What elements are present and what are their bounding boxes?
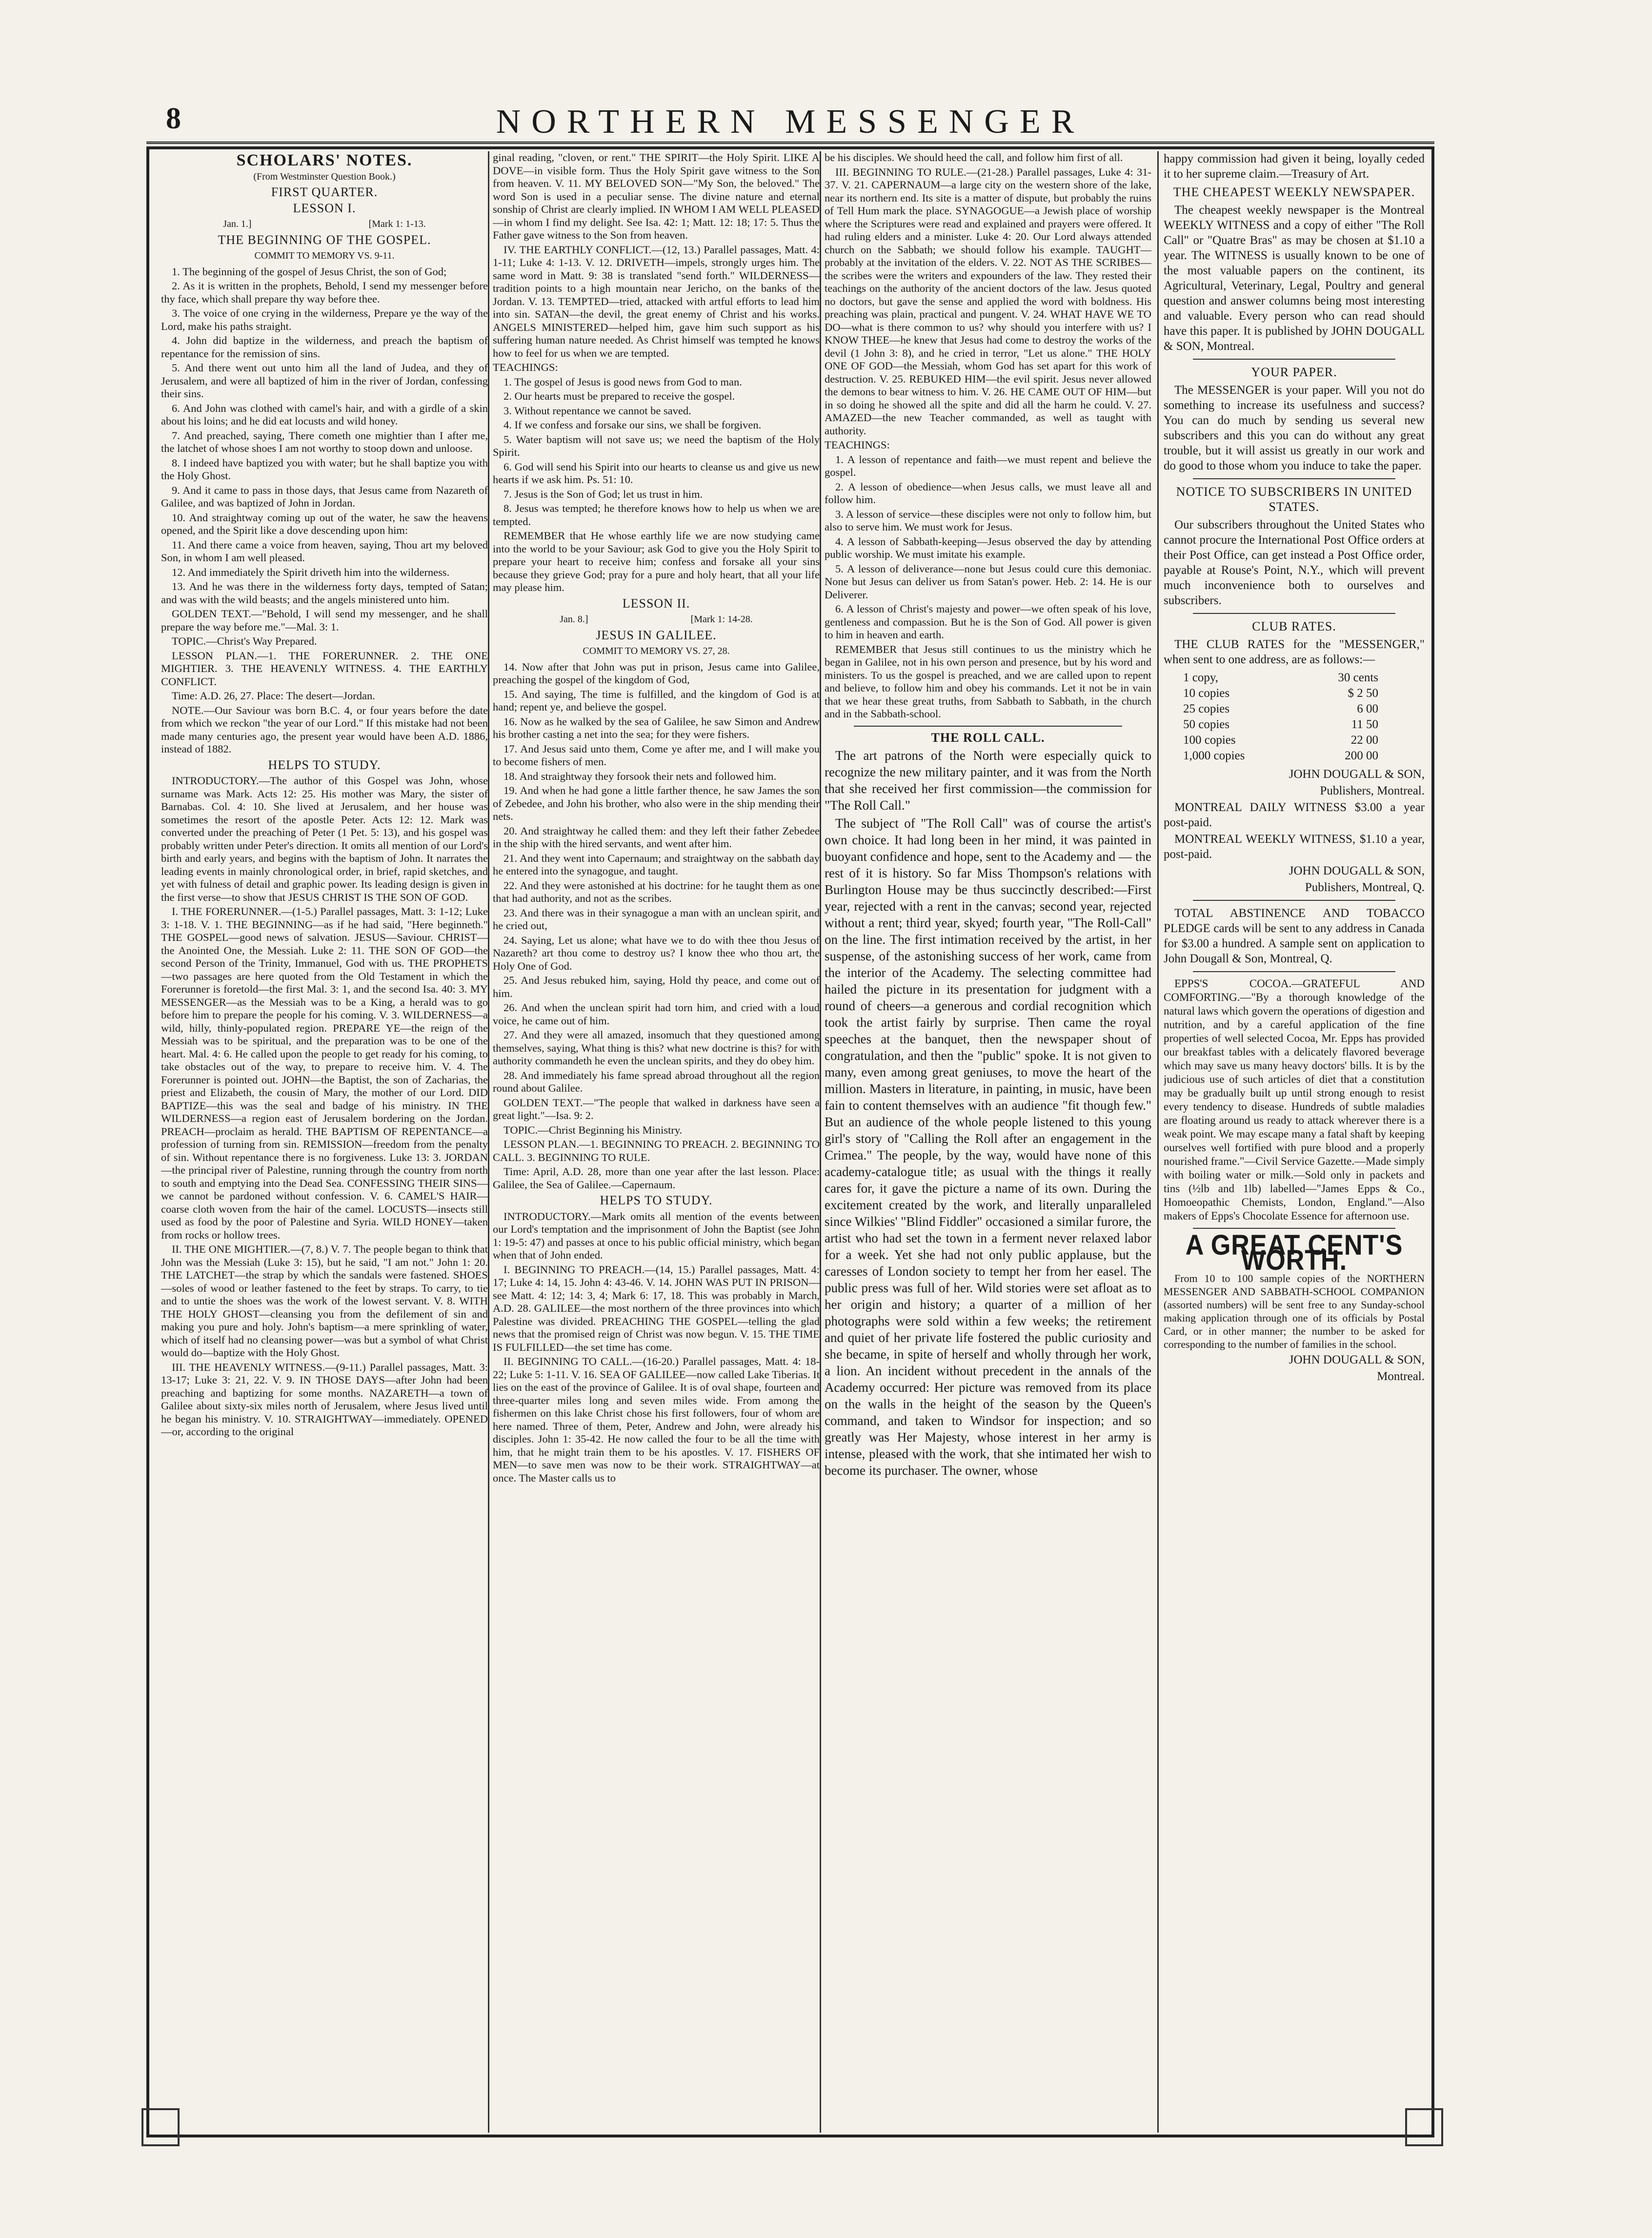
- rate-price: $ 2 50: [1348, 687, 1378, 700]
- section-title: SCHOLARS' NOTES.: [236, 151, 413, 169]
- paragraph: I. THE FORERUNNER.—(1-5.) Parallel passages, Matt. 3: 1-12; Luke 3: 1-18. V. 1. THE BEGINNING—as if he had said, "Here beginneth." THE GOSPEL—good news of salvation. JESUS—Saviour. CHRIST—the Anointed One, the Messiah. Luke 2: 11. THE SON OF GOD—the second Person of the Trinity, Immanuel, God with us. THE PROPHETS—two passages are here quoted from the Old Testament in which the Forerunner is foretold—the first Mal. 3: 1, and the second Isa. 40: 3. MY MESSENGER—as the Messiah was to be a King, a herald was to go before him to prepare the people for his coming. V. 3. WILDERNESS—a wild, hilly, thinly-populated region. PREPARE YE—the reign of the Messiah was to be spiritual, and the preparation was to be one of the heart. Mal. 4: 6. He called upon the people to get ready for his coming, to take obstacles out of the way, to prepare to receive him. V. 4. The Forerunner is pointed out. JOHN—the Baptist, the son of Zacharias, the priest and Elizabeth, the cousin of Mary, the mother of our Lord. DID BAPTIZE—this was the seal and badge of his ministry. IN THE WILDERNESS—a region east of Jerusalem bordering on the Jordan. PREACH—proclaim as herald. THE BAPTISM OF REPENTANCE—a profession of turning from sin. REMISSION—freedom from the penalty of sin. Without repentance there is no forgiveness. Luke 13: 3. JORDAN—the principal river of Palestine, running through the country from north to south and emptying into the Dead Sea. CONFESSING THEIR SINS—we cannot be pardoned without confession. V. 6. CAMEL'S HAIR—coarse cloth woven from the hair of the camel. LOCUSTS—insects still used as food by the poor of Palestine and Syria. WILD HONEY—taken from rocks or hollow trees.: [161, 905, 488, 1241]
- ad-headline: A GREAT CENT'S WORTH.: [1185, 1229, 1403, 1276]
- verse: 7. And preached, saying, There cometh one mightier than I after me, the latchet of whose shoes I am not worthy to stoop down and unloose.: [161, 429, 488, 454]
- ad-title: NOTICE TO SUBSCRIBERS IN UNITED STATES.: [1176, 485, 1412, 514]
- divider: [1193, 359, 1395, 360]
- topic: TOPIC.—Christ Beginning his Ministry.: [504, 1123, 683, 1136]
- verse: 23. And there was in their synagogue a man with an unclean spirit, and he cried out,: [493, 906, 820, 932]
- remember-note: REMEMBER that He whose earthly life we are now studying came into the world to be your Saviour; ask God to give you the Holy Spirit to prepare your heart to receive him; confess and forsake all your sins because they grieve God; pray for a pure and holy heart, that all your life may please him.: [493, 529, 820, 593]
- lesson-number: LESSON I.: [293, 201, 356, 215]
- teaching-item: 8. Jesus was tempted; he therefore knows how to help us when we are tempted.: [493, 502, 820, 528]
- golden-text: GOLDEN TEXT.—"The people that walked in darkness have seen a great light."—Isa. 9: 2.: [493, 1096, 820, 1121]
- column-rule: [820, 151, 821, 2133]
- rates-table: [1183, 670, 1425, 764]
- signature: Publishers, Montreal.: [1320, 784, 1425, 797]
- teaching-item: 5. A lesson of deliverance—none but Jesus could cure this demoniac. None but Jesus can deliver us from Satan's power. Heb. 2: 14. He is our Deliverer.: [825, 562, 1151, 601]
- paragraph: From 10 to 100 sample copies of the NORTHERN MESSENGER AND SABBATH-SCHOOL COMPANION (assorted numbers) will be sent free to any Sunday-school making application through one of its officials by Postal Card, or in other manner; the number to be asked for corresponding to the number of families in the school.: [1164, 1272, 1425, 1350]
- paragraph: be his disciples. We should heed the call, and follow him first of all.: [825, 151, 1123, 163]
- paragraph: II. BEGINNING TO CALL.—(16-20.) Parallel passages, Matt. 4: 18-22; Luke 5: 1-11. V. 16. SEA OF GALILEE—now called Lake Tiberias. It lies on the east of the province of Galilee. It is of oval shape, fourteen and three-quarter miles long and seven miles wide. From among the fishermen on this lake Christ chose his first followers, four of whom are here named. Three of them, Peter, Andrew and John, were already his disciples. John 1: 35-42. He now called the four to be all the time with him, that he might train them to be his apostles. V. 17. FISHERS OF MEN—to save men was now to be their work. STRAIGHTWAY—at once. The Master calls us to: [493, 1355, 820, 1484]
- verse: 9. And it came to pass in those days, that Jesus came from Nazareth of Galilee, and was baptized of John in Jordan.: [161, 484, 488, 509]
- remember-note: REMEMBER that Jesus still continues to us the ministry which he began in Galilee, not in his own person and presence, but by his word and ministers. To us the gospel is preached, and we are called upon to repent and believe, to follow him and obey his commands. Let it not be in vain that we hear these great truths, from Sabbath to Sabbath, in the church and in the Sabbath-school.: [825, 643, 1151, 720]
- verse: 21. And they went into Capernaum; and straightway on the sabbath day he entered into the synagogue, and taught.: [493, 852, 820, 877]
- divider: [1193, 478, 1395, 479]
- signature: JOHN DOUGALL & SON,: [1289, 864, 1425, 877]
- rate-qty: 50 copies: [1183, 718, 1230, 731]
- column-2: [493, 151, 820, 2133]
- divider: [1193, 1228, 1395, 1229]
- rate-row: [1183, 748, 1425, 764]
- verse: 3. The voice of one crying in the wilderness, Prepare ye the way of the Lord, make his paths straight.: [161, 307, 488, 332]
- verse: 2. As it is written in the prophets, Behold, I send my messenger before thy face, which shall prepare thy way before thee.: [161, 280, 488, 305]
- rate-price: 30 cents: [1338, 671, 1378, 684]
- paragraph: INTRODUCTORY.—The author of this Gospel was John, whose surname was Mark. Acts 12: 25. His mother was Mary, the sister of Barnabas. Col. 4: 10. She lived at Jerusalem, and her house was sometimes the resort of the apostle Peter. Acts 12: 12. Mark was converted under the preaching of Peter (1 Pet. 5: 13), and his gospel was probably written under Peter's direction. It omits all mention of our Lord's birth and early years, and begins with the baptism of John. It narrates the leading events in mainly chronological order, in brief, rapid sketches, and yet with fulness of detail and graphic power. Its leading design is given in the first verse—to show that JESUS CHRIST IS THE SON OF GOD.: [161, 774, 488, 903]
- paragraph: MONTREAL WEEKLY WITNESS, $1.10 a year, post-paid.: [1164, 833, 1425, 861]
- article-body: [825, 747, 1151, 1479]
- rate-row: [1183, 717, 1425, 732]
- paragraph: The cheapest weekly newspaper is the Montreal WEEKLY WITNESS and a copy of either "The Roll Call" or "Quatre Bras" as may be chosen at $1.10 a year. The WITNESS is usually known to be one of the most valuable papers on the continent, its Agricultural, Veterinary, Legal, Poultry and general question and answer columns being most interesting and valuable. Every person who can read should have this paper. It is published by JOHN DOUGALL & SON, Montreal.: [1164, 203, 1425, 353]
- paragraph: happy commission had given it being, loyally ceded it to her supreme claim.—Treasury of Art.: [1164, 152, 1425, 181]
- teaching-item: 1. The gospel of Jesus is good news from God to man.: [504, 375, 742, 388]
- verse: 19. And when he had gone a little farther thence, he saw James the son of Zebedee, and John his brother, who also were in the ship mending their nets.: [493, 784, 820, 822]
- teaching-item: 6. A lesson of Christ's majesty and power—we often speak of his love, gentleness and compassion. But he is the Son of God. All power is given to him in heaven and earth.: [825, 603, 1151, 641]
- masthead: [146, 98, 1434, 144]
- note: NOTE.—Our Saviour was born B.C. 4, or four years before the date from which we reckon "the year of our Lord." If this mistake had not been made many centuries ago, the present year would have been A.D. 1886, instead of 1882.: [161, 704, 488, 755]
- teaching-item: 3. A lesson of service—these disciples were not only to follow him, but also to serve him. We must work for Jesus.: [825, 508, 1151, 533]
- verse: 22. And they were astonished at his doctrine: for he taught them as one that had authority, and not as the scribes.: [493, 879, 820, 904]
- verse: 15. And saying, The time is fulfilled, and the kingdom of God is at hand; repent ye, and believe the gospel.: [493, 688, 820, 713]
- verse: 10. And straightway coming up out of the water, he saw the heavens opened, and the Spirit like a dove descending upon him:: [161, 511, 488, 536]
- paragraph: THE CLUB RATES for the "MESSENGER," when sent to one address, are as follows:—: [1164, 638, 1425, 666]
- teachings-heading: TEACHINGS:: [825, 439, 890, 451]
- divider: [1193, 613, 1395, 614]
- page-number: 8: [166, 102, 181, 135]
- ad-title: CLUB RATES.: [1252, 619, 1336, 633]
- rate-price: 22 00: [1350, 733, 1378, 747]
- lesson-date: Jan. 1.] [Mark 1: 1-13.: [223, 219, 426, 229]
- lesson-title: JESUS IN GALILEE.: [596, 628, 717, 642]
- lesson-date: Jan. 8.] [Mark 1: 14-28.: [560, 614, 753, 625]
- verse: 4. John did baptize in the wilderness, and preach the baptism of repentance for the remission of sins.: [161, 334, 488, 360]
- teaching-item: 5. Water baptism will not save us; we need the baptism of the Holy Spirit.: [493, 433, 820, 458]
- teaching-item: 2. Our hearts must be prepared to receive the gospel.: [504, 390, 735, 402]
- signature: Publishers, Montreal, Q.: [1305, 881, 1425, 894]
- paragraph: EPPS'S COCOA.—GRATEFUL AND COMFORTING.—"By a thorough knowledge of the natural laws which govern the operations of digestion and nutrition, and by a careful application of the fine properties of well selected Cocoa, Mr. Epps has provided our breakfast tables with a delicately flavored beverage which may save us many heavy doctors' bills. It is by the judicious use of such articles of diet that a constitution may be gradually built up until strong enough to resist every tendency to disease. Hundreds of subtle maladies are floating around us ready to attack wherever there is a weak point. We may escape many a fatal shaft by keeping ourselves well fortified with pure blood and a properly nourished frame."—Civil Service Gazette.—Made simply with boiling water or milk.—Sold only in packets and tins (½lb and 1lb) labelled—"James Epps & Co., Homoeopathic Chemists, London, England."—Also makers of Epps's Chocolate Essence for afternoon use.: [1164, 977, 1425, 1222]
- teaching-item: 3. Without repentance we cannot be saved.: [504, 404, 691, 417]
- teaching-item: 1. A lesson of repentance and faith—we must repent and believe the gospel.: [825, 453, 1151, 478]
- paragraph: II. THE ONE MIGHTIER.—(7, 8.) V. 7. The people began to think that John was the Messiah (Luke 3: 15), but he said, "I am not." John 1: 20. THE LATCHET—the strap by which the sandals were fastened. SHOES—soles of wood or leather fastened to the feet by straps. To carry, to tie and to untie the shoes was the work of the lowest servant. V. 8. WITH THE HOLY GHOST—cleansing you from the defilement of sin and making you pure and holy. John's baptism—a mere sprinkling of water, which of itself had no cleansing power—was but a symbol of what Christ would do—baptize with the Holy Ghost.: [161, 1243, 488, 1359]
- article-title: THE ROLL CALL.: [931, 730, 1045, 745]
- paragraph: The MESSENGER is your paper. Will you not do something to increase its usefulness and success? You can do much by sending us several new subscribers and this you can do without any great trouble, but it will assist us greatly in our work and do good to those whom you induce to take the paper.: [1164, 384, 1425, 472]
- divider: [854, 726, 1122, 727]
- teachings-heading: TEACHINGS:: [493, 361, 558, 373]
- paragraph: ginal reading, "cloven, or rent." THE SPIRIT—the Holy Spirit. LIKE A DOVE—in visible form. Thus the Holy Spirit gave witness to the Son from heaven. V. 11. MY BELOVED SON—"My Son, the beloved." The word Son is used in a peculiar sense. The divine nature and eternal sonship of Christ are clearly implied. IN WHOM I AM WELL PLEASED—in whom I find my delight. See Isa. 42: 1; Matt. 12: 18; 17: 5. Thus the Father gave witness to the Son from heaven.: [493, 151, 820, 241]
- verse: 5. And there went out unto him all the land of Judea, and they of Jerusalem, and were all baptized of him in the river of Jordan, confessing their sins.: [161, 362, 488, 400]
- column-rule: [1157, 151, 1159, 2133]
- verse: 11. And there came a voice from heaven, saying, Thou art my beloved Son, in whom I am well pleased.: [161, 538, 488, 564]
- rate-price: 11 50: [1351, 718, 1378, 731]
- column-1: [161, 151, 488, 2133]
- rate-qty: 25 copies: [1183, 702, 1230, 715]
- divider: [1193, 900, 1395, 901]
- column-3: [825, 151, 1151, 2133]
- rate-row: [1183, 670, 1425, 686]
- lesson-plan: LESSON PLAN.—1. THE FORERUNNER. 2. THE ONE MIGHTIER. 3. THE HEAVENLY WITNESS. 4. THE EARTHLY CONFLICT.: [161, 649, 488, 688]
- paragraph: The subject of "The Roll Call" was of course the artist's own choice. It had long been in her mind, it was painted in buoyant confidence and hope, sent to the Academy and — the rest of it is history. So far Miss Thompson's relations with Burlington House may be thus succinctly described:—First year, rejected with a rent in the canvas; second year, rejected without a rent; third year, skyed; fourth year, "The Roll-Call" on the line. The first intimation received by the artist, in her suspense, of the astonishing success of her work, came from the interior of the Academy. The selecting committee had hailed the picture in its presentation for judgment with a round of cheers—a generous and cordial recognition which took the artist fairly by surprise. Then came the royal speeches at the banquet, then the newspaper shout of congratulation, and then the "public" spoke. It is not given to many, even among great geniuses, to move the heart of the million. Masters in literature, in painting, in music, have been fain to content themselves with an audience "fit though few." But an audience of the whole people listened to this young girl's story of "Calling the Roll after an engagement in the Crimea." The people, by the way, would have none of this academy-catalogue title; as usual with the things it really cares for, it gave the picture a name of its own. During the excitement created by the work, and literally unparalleled since Wilkies' "Blind Fiddler" occasioned a similar furore, the artist who had set the town in a ferment never relaxed labor for a week. Yet she had not only public applause, but the caresses of London society to tempt her from her easel. The public press was full of her. Wild stories were set afloat as to her origin and history; a quarter of a million of her photographs were sold within a few weeks; the retirement and quiet of her private life fostered the public curiosity and she became, in spite of herself and wholly through her work, a lion. An incident without precedent in the annals of the Academy occurred: Her picture was removed from its place on the walls in the height of the season by the Queen's command, and taken to Windsor for inspection; and so greatly was Her Majesty, whose interest in her army is intense, pleased with the work, that she intimated her wish to become its purchaser. The owner, whose: [825, 816, 1151, 1478]
- rate-row: [1183, 732, 1425, 748]
- ad-title: YOUR PAPER.: [1251, 365, 1337, 379]
- paragraph: MONTREAL DAILY WITNESS $3.00 a year post-paid.: [1164, 801, 1425, 829]
- lesson-title: THE BEGINNING OF THE GOSPEL.: [218, 232, 431, 247]
- commit-line: COMMIT TO MEMORY VS. 27, 28.: [583, 646, 730, 656]
- helps-heading: HELPS TO STUDY.: [268, 757, 381, 772]
- paragraph: The art patrons of the North were especially quick to recognize the new military painter, and it was from the North that she received her first commission—the commission for "The Roll Call.": [825, 748, 1151, 813]
- paragraph: INTRODUCTORY.—Mark omits all mention of the events between our Lord's temptation and the imprisonment of John the Baptist (see John 1: 19-5: 47) and passes at once to his public official ministry, which began when that of John ended.: [493, 1210, 820, 1261]
- verse: 20. And straightway he called them: and they left their father Zebedee in the ship with the hired servants, and went after him.: [493, 824, 820, 850]
- rate-qty: 10 copies: [1183, 687, 1230, 700]
- commit-line: COMMIT TO MEMORY VS. 9-11.: [254, 250, 395, 261]
- corner-ornament: [141, 2108, 180, 2146]
- verse: 8. I indeed have baptized you with water; but he shall baptize you with the Holy Ghost.: [161, 456, 488, 482]
- rate-row: [1183, 701, 1425, 717]
- teaching-item: 4. If we confess and forsake our sins, we shall be forgiven.: [504, 419, 762, 431]
- golden-text: GOLDEN TEXT.—"Behold, I will send my messenger, and he shall prepare the way before me."—Mal. 3: 1.: [161, 608, 488, 633]
- topic: TOPIC.—Christ's Way Prepared.: [172, 635, 317, 647]
- lesson-plan: LESSON PLAN.—1. BEGINNING TO PREACH. 2. BEGINNING TO CALL. 3. BEGINNING TO RULE.: [493, 1138, 820, 1163]
- column-4: [1164, 151, 1425, 2133]
- rate-row: [1183, 686, 1425, 701]
- corner-ornament: [1405, 2108, 1443, 2146]
- teaching-item: 6. God will send his Spirit into our hearts to cleanse us and give us new hearts if we ask him. Ps. 51: 10.: [493, 460, 820, 486]
- rate-price: 6 00: [1357, 702, 1378, 715]
- paragraph: I. BEGINNING TO PREACH.—(14, 15.) Parallel passages, Matt. 4: 17; Luke 4: 14, 15. John 4: 43-46. V. 14. JOHN WAS PUT IN PRISON—see Matt. 4: 12; 14: 3, 4; Mark 6: 17, 18. This was probably in March, A.D. 28. GALILEE—the most northern of the three provinces into which Palestine was divided. PREACHING THE GOSPEL—telling the glad news that the promised reign of Christ was now begun. V. 15. THE TIME IS FULFILLED—the set time has come.: [493, 1263, 820, 1353]
- signature: Montreal.: [1377, 1370, 1425, 1383]
- divider: [1193, 971, 1395, 972]
- paragraph: Our subscribers throughout the United States who cannot procure the International Post Office orders at their Post Office, can get instead a Post Office order, payable at Rouse's Point, N.Y., which will prevent much inconvenience both to ourselves and subscribers.: [1164, 518, 1425, 607]
- ad-title: THE CHEAPEST WEEKLY NEWSPAPER.: [1173, 185, 1415, 199]
- verse: 14. Now after that John was put in prison, Jesus came into Galilee, preaching the gospel of the kingdom of God,: [493, 660, 820, 686]
- verse: 18. And straightway they forsook their nets and followed him.: [504, 770, 777, 782]
- time-place: Time: April, A.D. 28, more than one year after the last lesson. Place: Galilee, the Sea of Galilee.—Capernaum.: [493, 1165, 820, 1191]
- rate-qty: 1 copy,: [1183, 671, 1218, 684]
- verse: 27. And they were all amazed, insomuch that they questioned among themselves, saying, What thing is this? what new doctrine is this? for with authority commandeth he even the unclean spirits, and they do obey him.: [493, 1029, 820, 1067]
- verse: 1. The beginning of the gospel of Jesus Christ, the son of God;: [172, 265, 447, 278]
- paragraph: III. BEGINNING TO RULE.—(21-28.) Parallel passages, Luke 4: 31-37. V. 21. CAPERNAUM—a large city on the western shore of the lake, near its northern end. Its site is a matter of dispute, but probably the ruins of Tell Hum mark the place. SYNAGOGUE—a Jewish place of worship where the Scriptures were read and explained and prayers were offered. It had ruling elders and a minister. Luke 4: 20. Our Lord always attended church on the Sabbath; we should follow his example. TAUGHT—probably at the invitation of the elders. V. 22. NOT AS THE SCRIBES—the scribes were the writers and expounders of the law. They rested their teachings on the authority of the ancient doctors of the law. Jesus quoted no doctors, but gave the sense and applied the word with boldness. His preaching was plain, practical and pungent. V. 24. WHAT HAVE WE TO DO—what is there common to us? why should you interfere with us? I KNOW THEE—he knew that Jesus had come to destroy the works of the devil (1 John 3: 8), and he cried in terror, "Let us alone." THE HOLY ONE OF GOD—the Messiah, whom God has set apart for this work of destruction. V. 25. REBUKED HIM—the evil spirit. Jesus never allowed the demons to bear witness to him. V. 26. HE CAME OUT OF HIM—but in so doing he showed all the spite and did all the harm he could. V. 27. AMAZED—the new Teacher commanded, as well as taught with authority.: [825, 165, 1151, 437]
- verse: 13. And he was there in the wilderness forty days, tempted of Satan; and was with the wild beasts; and the angels ministered unto him.: [161, 580, 488, 606]
- paragraph: III. THE HEAVENLY WITNESS.—(9-11.) Parallel passages, Matt. 3: 13-17; Luke 3: 21, 22. V. 9. IN THOSE DAYS—after John had been preaching and baptizing for some months. NAZARETH—a town of Galilee about sixty-six miles north of Jerusalem, where Jesus lived until he began his ministry. V. 10. STRAIGHTWAY—immediately. OPENED—or, according to the original: [161, 1361, 488, 1438]
- teaching-item: 2. A lesson of obedience—when Jesus calls, we must leave all and follow him.: [825, 480, 1151, 506]
- verse: 17. And Jesus said unto them, Come ye after me, and I will make you to become fishers of men.: [493, 742, 820, 768]
- verse: 24. Saying, Let us alone; what have we to do with thee thou Jesus of Nazareth? art thou come to destroy us? I know thee who thou art, the Holy One of God.: [493, 934, 820, 972]
- paragraph: TOTAL ABSTINENCE AND TOBACCO PLEDGE cards will be sent to any address in Canada for $3.00 a hundred. A sample sent on application to John Dougall & Son, Montreal, Q.: [1164, 907, 1425, 965]
- teaching-item: 7. Jesus is the Son of God; let us trust in him.: [504, 488, 703, 500]
- rate-price: 200 00: [1345, 749, 1378, 762]
- paper-title: NORTHERN MESSENGER: [496, 103, 1085, 141]
- helps-heading: HELPS TO STUDY.: [600, 1193, 713, 1207]
- rate-qty: 100 copies: [1183, 733, 1236, 747]
- quarter-heading: FIRST QUARTER.: [271, 185, 378, 199]
- verse: 12. And immediately the Spirit driveth him into the wilderness.: [172, 566, 450, 578]
- signature: JOHN DOUGALL & SON,: [1289, 1353, 1425, 1366]
- verse: 25. And Jesus rebuked him, saying, Hold thy peace, and come out of him.: [493, 974, 820, 999]
- paragraph: IV. THE EARTHLY CONFLICT.—(12, 13.) Parallel passages, Matt. 4: 1-11; Luke 4: 1-13. V. 12. DRIVETH—impels, strongly urges him. The same word in Matt. 9: 38 is translated "send forth." WILDERNESS—tradition points to a high mountain near Jericho, on the banks of the Jordan. V. 13. TEMPTED—tried, attacked with artful efforts to lead him into sin. SATAN—the devil, the great enemy of Christ and his works. ANGELS MINISTERED—helped him, gave him such support as his suffering human nature needed. As Christ himself was tempted he knows how to feel for us when we are tempted.: [493, 243, 820, 359]
- lesson-number: LESSON II.: [622, 596, 690, 610]
- rate-qty: 1,000 copies: [1183, 749, 1245, 762]
- verse: 28. And immediately his fame spread abroad throughout all the region round about Galilee.: [493, 1069, 820, 1094]
- time-place: Time: A.D. 26, 27. Place: The desert—Jordan.: [172, 690, 375, 702]
- teaching-item: 4. A lesson of Sabbath-keeping—Jesus observed the day by attending public worship. We must imitate his example.: [825, 535, 1151, 560]
- verse: 26. And when the unclean spirit had torn him, and cried with a loud voice, he came out of him.: [493, 1001, 820, 1027]
- column-rule: [488, 151, 489, 2133]
- verse: 6. And John was clothed with camel's hair, and with a girdle of a skin about his loins; and he did eat locusts and wild honey.: [161, 402, 488, 427]
- verse: 16. Now as he walked by the sea of Galilee, he saw Simon and Andrew his brother casting a net into the sea; for they were fishers.: [493, 715, 820, 740]
- signature: JOHN DOUGALL & SON,: [1289, 768, 1425, 781]
- section-source: (From Westminster Question Book.): [253, 171, 396, 182]
